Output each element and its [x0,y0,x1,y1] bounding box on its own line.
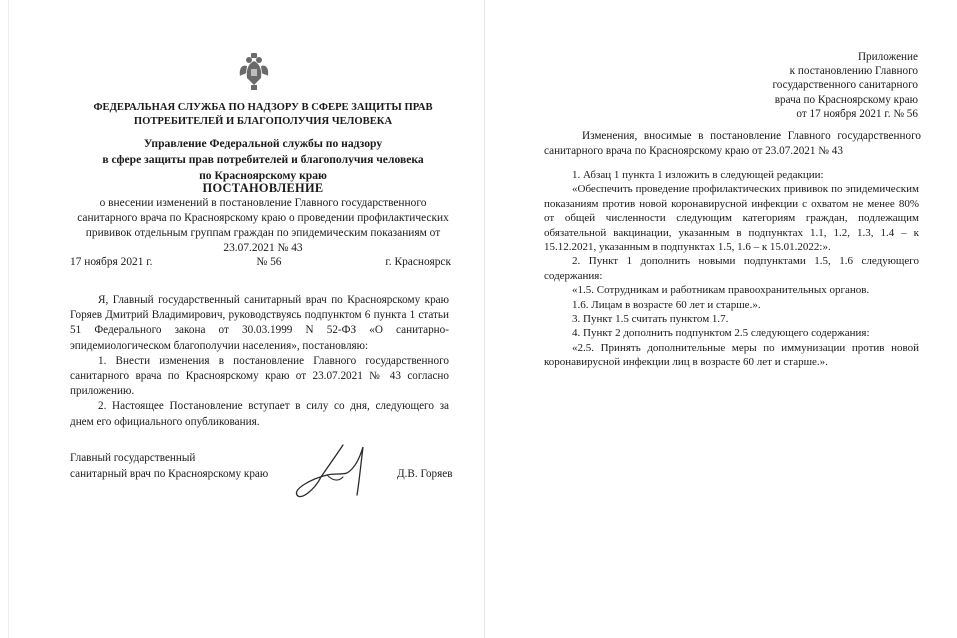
appendix-line: Приложение [857,51,918,63]
subject-line: санитарного врача по Красноярскому краю о проведении профилактических [77,212,449,224]
change-item: 1. Абзац 1 пункта 1 изложить в следующей редакции: [572,169,824,181]
document-city: г. Красноярск [385,256,451,268]
change-item: 4. Пункт 2 дополнить подпунктом 2.5 следующего содержания: [572,327,870,340]
changes-list [544,168,919,370]
department-line: в сфере защиты прав потребителей и благополучия человека [102,153,424,166]
appendix-header [772,50,918,121]
changes-title [544,129,921,159]
signer-title-line: санитарный врач по Красноярскому краю [70,467,269,480]
department-line: Управление Федеральной службы по надзору [143,137,383,150]
document-meta-row [70,255,451,270]
agency-line: ФЕДЕРАЛЬНАЯ СЛУЖБА ПО НАДЗОРУ В СФЕРЕ ЗАЩИТЫ ПРАВ [93,102,433,113]
change-item: «Обеспечить проведение профилактических прививок по эпидемическим показаниям против новой коронавирусной инфекции с охватом не менее 80% от общей численности следующим категориям граждан, подлежащим обязательной вакцинации, указанным в подпунктах 1.1, 1.2, 1.3, 1.4 – к 15.12.2021, указанным в подпунктах 1.5, 1.6 – к 15.01.2022:». [544,183,919,254]
change-item: «1.5. Сотрудникам и работникам правоохранительных органов. [572,284,870,297]
body-paragraph: 2. Настоящее Постановление вступает в силу со дня, следующего за днем его официального опубликования. [70,400,449,428]
document-number: № 56 [256,256,282,268]
document-subject [69,196,457,256]
appendix-line: к постановлению Главного [789,65,918,78]
document-page-right [484,0,957,638]
change-item: 3. Пункт 1.5 считать пунктом 1.7. [572,313,729,326]
signer-title [70,451,268,482]
signer-title-line: Главный государственный [70,452,196,464]
appendix-line: врача по Красноярскому краю [774,93,918,106]
signer-name: Д.В. Горяев [397,468,453,480]
subject-line: 23.07.2021 № 43 [223,242,303,254]
handwritten-signature-icon [291,443,391,505]
department-line: по Красноярскому краю [199,169,327,182]
subject-line: о внесении изменений в постановление Главного государственного [99,197,427,209]
change-item: «2.5. Принять дополнительные меры по иммунизации против новой коронавирусной инфекции лиц в возрасте 60 лет и старше.». [544,341,919,369]
change-item: 1.6. Лицам в возрасте 60 лет и старше.». [572,298,761,311]
document-date: 17 ноября 2021 г. [70,256,153,268]
document-type: ПОСТАНОВЛЕНИЕ [202,181,324,195]
agency-line: ПОТРЕБИТЕЛЕЙ И БЛАГОПОЛУЧИЯ ЧЕЛОВЕКА [133,116,393,127]
body-paragraph: Я, Главный государственный санитарный врач по Красноярскому краю Горяев Дмитрий Владимирович, руководствуясь подпунктом 6 пункта 1 статьи 51 Федерального закона от 30.03.1999 N 52-ФЗ «О санитарно-эпидемиологическом благополучии населения», постановляю: [70,294,449,352]
agency-name [69,101,457,129]
changes-title-text: Изменения, вносимые в постановление Главного государственного санитарного врача по Красноярскому краю от 23.07.2021 № 43 [544,130,921,157]
coat-of-arms-emblem-icon [237,52,271,92]
department-name [69,136,457,184]
appendix-line: государственного санитарного [772,79,918,92]
appendix-line: от 17 ноября 2021 г. № 56 [796,107,918,120]
document-page-left [8,0,484,638]
change-item: 2. Пункт 1 дополнить новыми подпунктами 1.5, 1.6 следующего содержания: [544,255,919,282]
document-body [70,293,449,430]
body-paragraph: 1. Внести изменения в постановление Главного государственного санитарного врача по Красноярскому краю от 23.07.2021 № 43 согласно приложению. [70,354,449,398]
subject-line: прививок отдельным группам граждан по эпидемическим показаниям от [85,227,441,239]
